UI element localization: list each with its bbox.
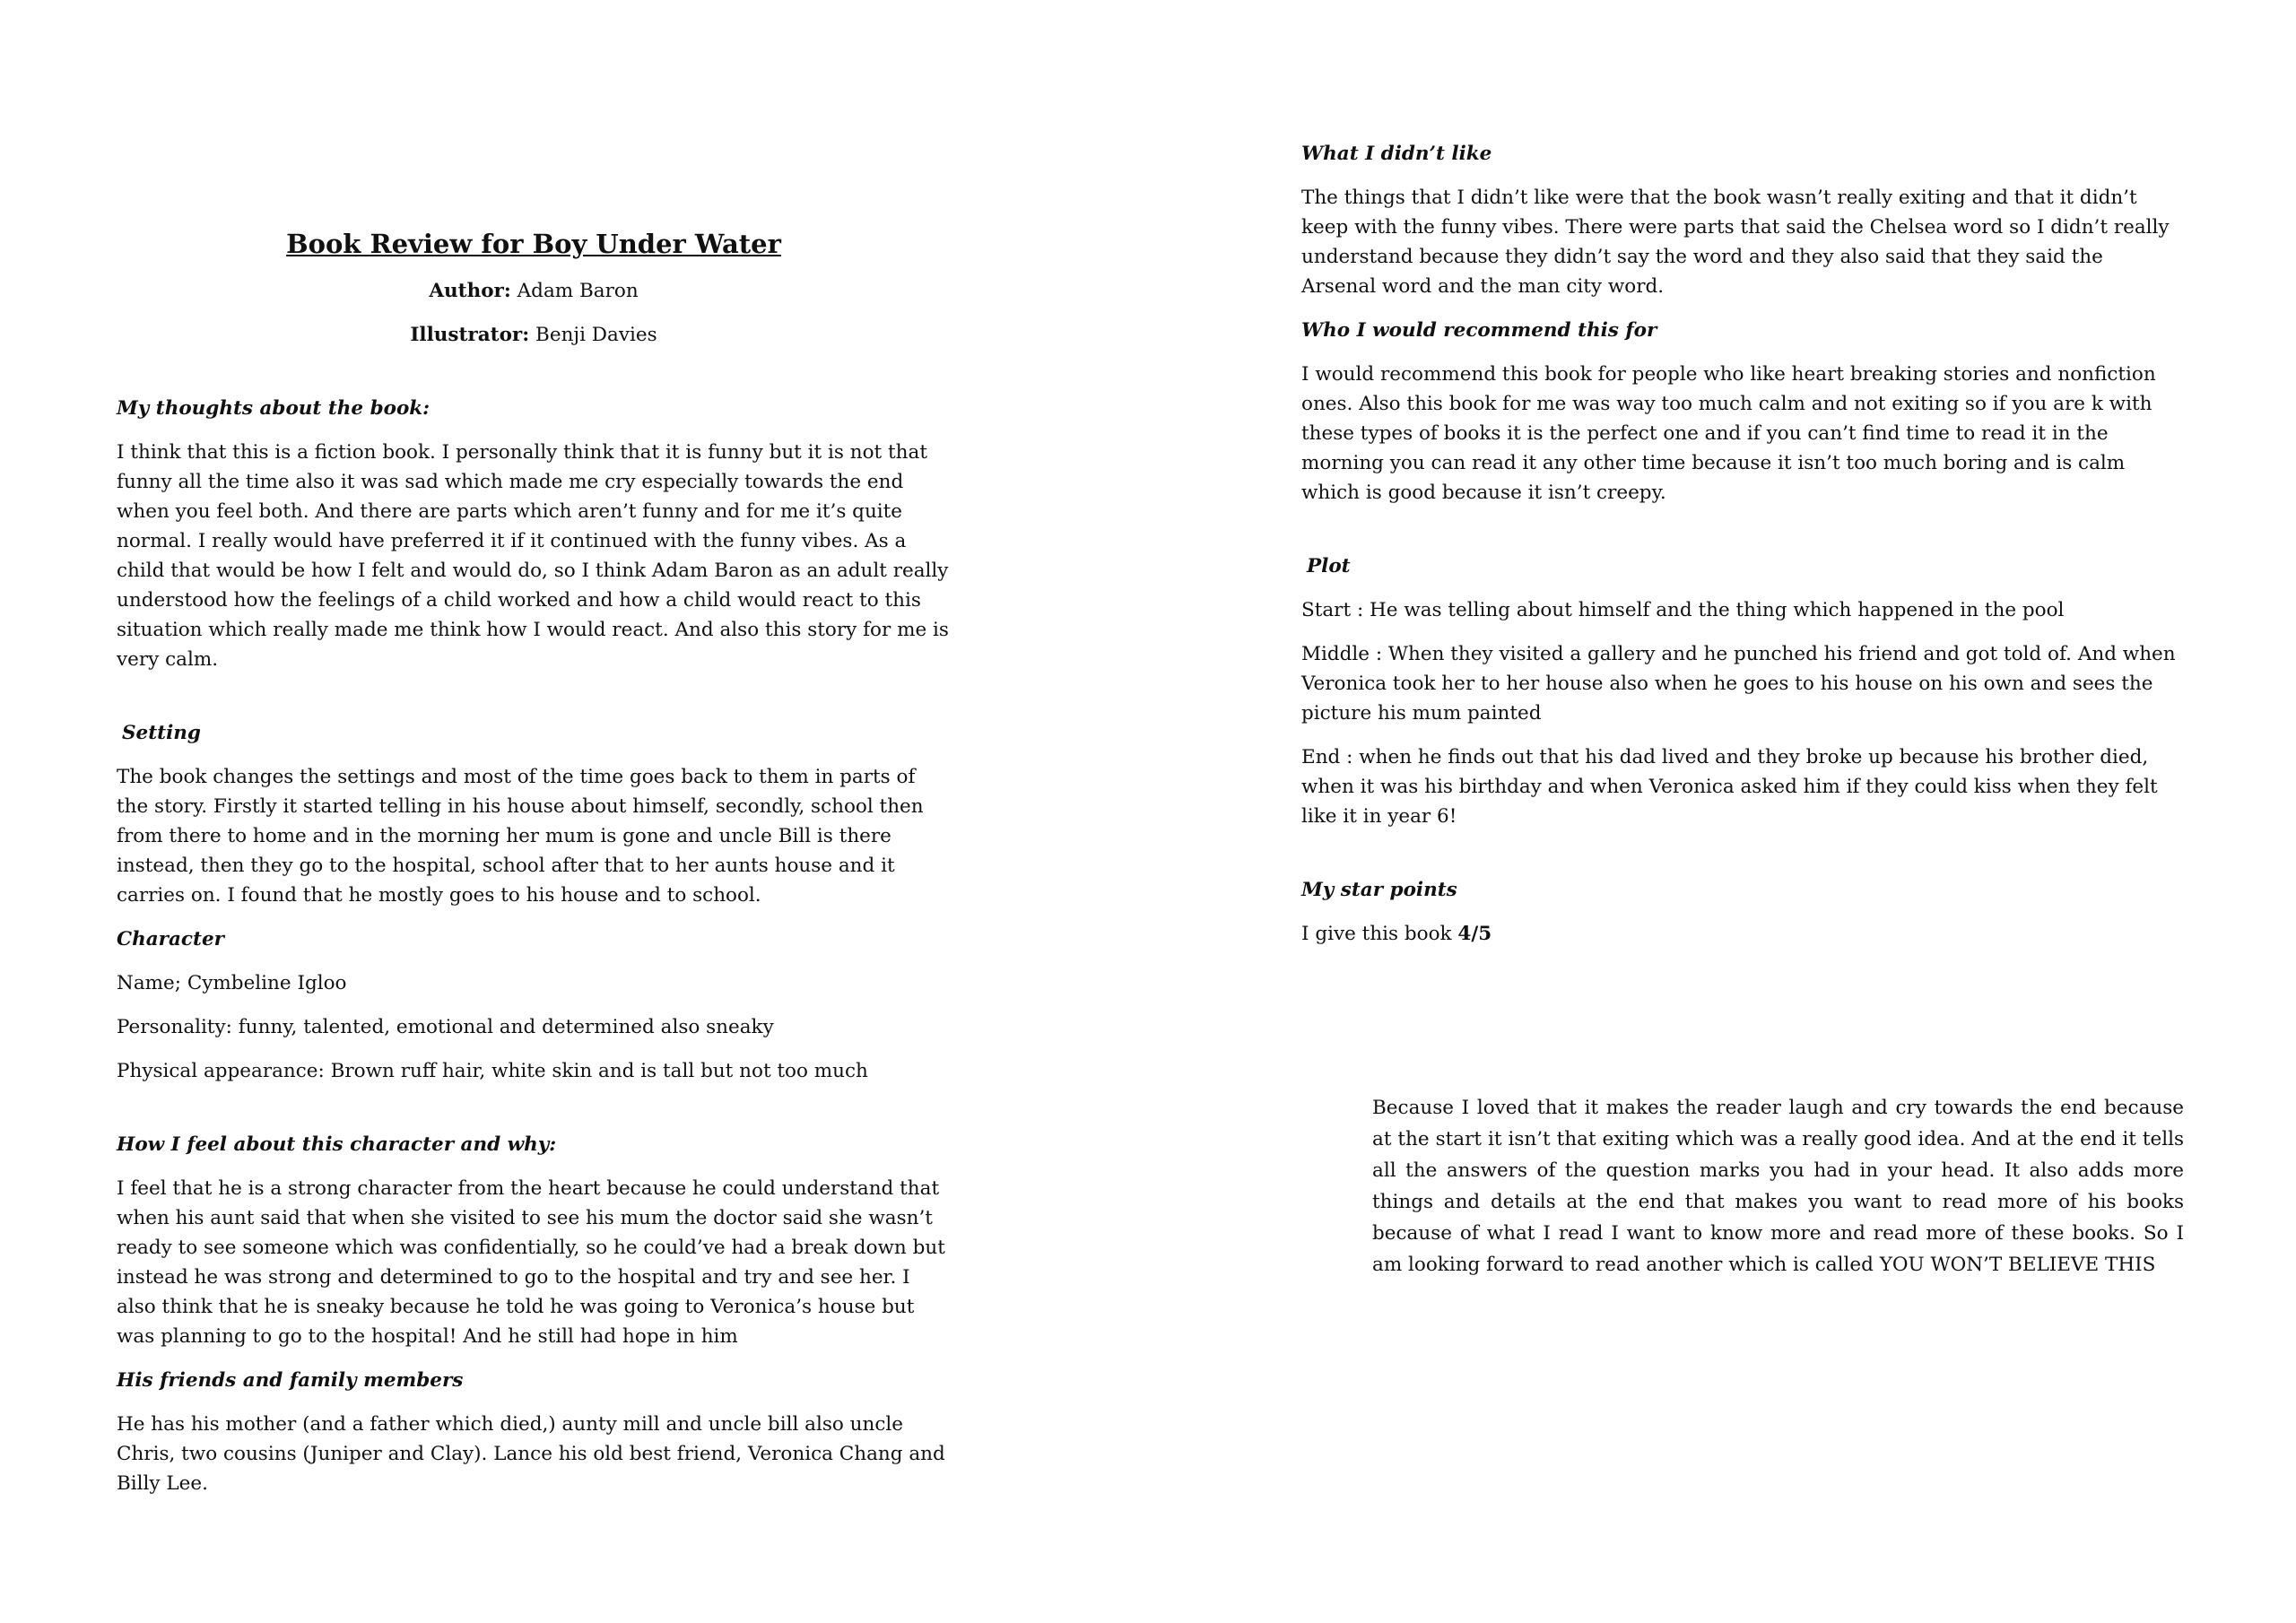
recommend-paragraph: I would recommend this book for people who like heart breaking stories and nonfiction ones. Also this book for me was way too much calm and not exiting so if you are k with these types of books it is the perfect one and if you can’t find time to read it in the morning you can read it any other time because it isn’t too much boring and is calm which is good because it isn’t creepy. (1301, 363, 2156, 504)
author-label: Author: (429, 280, 511, 302)
plot-start: Start : He was telling about himself and the thing which happened in the pool (1301, 599, 2065, 621)
plot-heading: Plot (1307, 555, 1351, 577)
illustrator-line (117, 320, 951, 350)
illustrator-label: Illustrator: (410, 324, 530, 346)
family-paragraph: He has his mother (and a father which died,) aunty mill and uncle bill also uncle Chris, two cousins (Juniper and Clay). Lance his old best friend, Veronica Chang and Billy Lee. (117, 1413, 945, 1495)
plot-end: End : when he finds out that his dad lived and they broke up because his brother died, when it was his birthday and when Veronica asked him if they could kiss when they felt like it in year 6! (1301, 746, 2158, 828)
feel-heading: How I feel about this character and why: (117, 1133, 557, 1156)
setting-heading: Setting (122, 722, 201, 744)
setting-paragraph: The book changes the settings and most of the time goes back to them in parts of the story. Firstly it started telling in his house about himself, secondly, school then from there to home and in the morning her mum is gone and uncle Bill is there instead, then they go to the hospital, school after that to her aunts house and it carries on. I found that he mostly goes to his house and to school. (117, 766, 924, 907)
character-heading: Character (117, 928, 224, 950)
stars-heading: My star points (1301, 879, 1457, 901)
family-heading: His friends and family members (117, 1369, 464, 1392)
stars-prefix: I give this book (1301, 923, 1458, 945)
dislike-paragraph: The things that I didn’t like were that the book wasn’t really exiting and that it didn’t keep with the funny vibes. There were parts that said the Chelsea word so I didn’t really understand because they didn’t say the word and they also said that they said the Arsenal word and the man city word. (1301, 187, 2170, 298)
author-line (117, 276, 951, 306)
closing-paragraph: Because I loved that it makes the reader laugh and cry towards the end because at the start it isn’t that exiting which was a really good idea. And at the end it tells all the answers of the question marks you had in your head. It also adds more things and details at the end that makes you want to read more of his books because of what I read I want to know more and read more of these books. So I am looking forward to read another which is called YOU WON’T BELIEVE THIS (1372, 1097, 2184, 1276)
right-column (1301, 139, 2182, 963)
thoughts-paragraph: I think that this is a fiction book. I personally think that it is funny but it is not that funny all the time also it was sad which made me cry especially towards the end when you feel both. And there are parts which aren’t funny and for me it’s quite normal. I really would have preferred it if it continued with the funny vibes. As a child that would be how I felt and would do, so I think Adam Baron as an adult really understood how the feelings of a child worked and how a child would react to this situation which really made me think how I would react. And also this story for me is very calm. (117, 441, 949, 671)
recommend-heading: Who I would recommend this for (1301, 319, 1657, 342)
character-personality: Personality: funny, talented, emotional and determined also sneaky (117, 1016, 774, 1038)
character-name: Name; Cymbeline Igloo (117, 972, 347, 994)
thoughts-heading: My thoughts about the book: (117, 397, 430, 420)
author-name: Adam Baron (517, 280, 639, 302)
character-appearance: Physical appearance: Brown ruff hair, white skin and is tall but not too much (117, 1060, 868, 1082)
stars-line (1301, 919, 2182, 949)
plot-middle: Middle : When they visited a gallery and he punched his friend and got told of. And when Veronica took her to her house also when he goes to his house on his own and sees the picture his mum painted (1301, 643, 2176, 725)
stars-value: 4/5 (1457, 923, 1492, 945)
dislike-heading: What I didn’t like (1301, 143, 1492, 165)
page-title: Book Review for Boy Under Water (286, 229, 781, 259)
left-column (117, 224, 951, 1513)
feel-paragraph: I feel that he is a strong character from the heart because he could understand that when his aunt said that when she visited to see his mum the doctor said she wasn’t ready to see someone which was confidentially, so he could’ve had a break down but instead he was strong and determined to go to the hospital and try and see her. I also think that he is sneaky because he told he was going to Veronica’s house but was planning to go to the hospital! And he still had hope in him (117, 1177, 945, 1348)
illustrator-name: Benji Davies (535, 324, 657, 346)
